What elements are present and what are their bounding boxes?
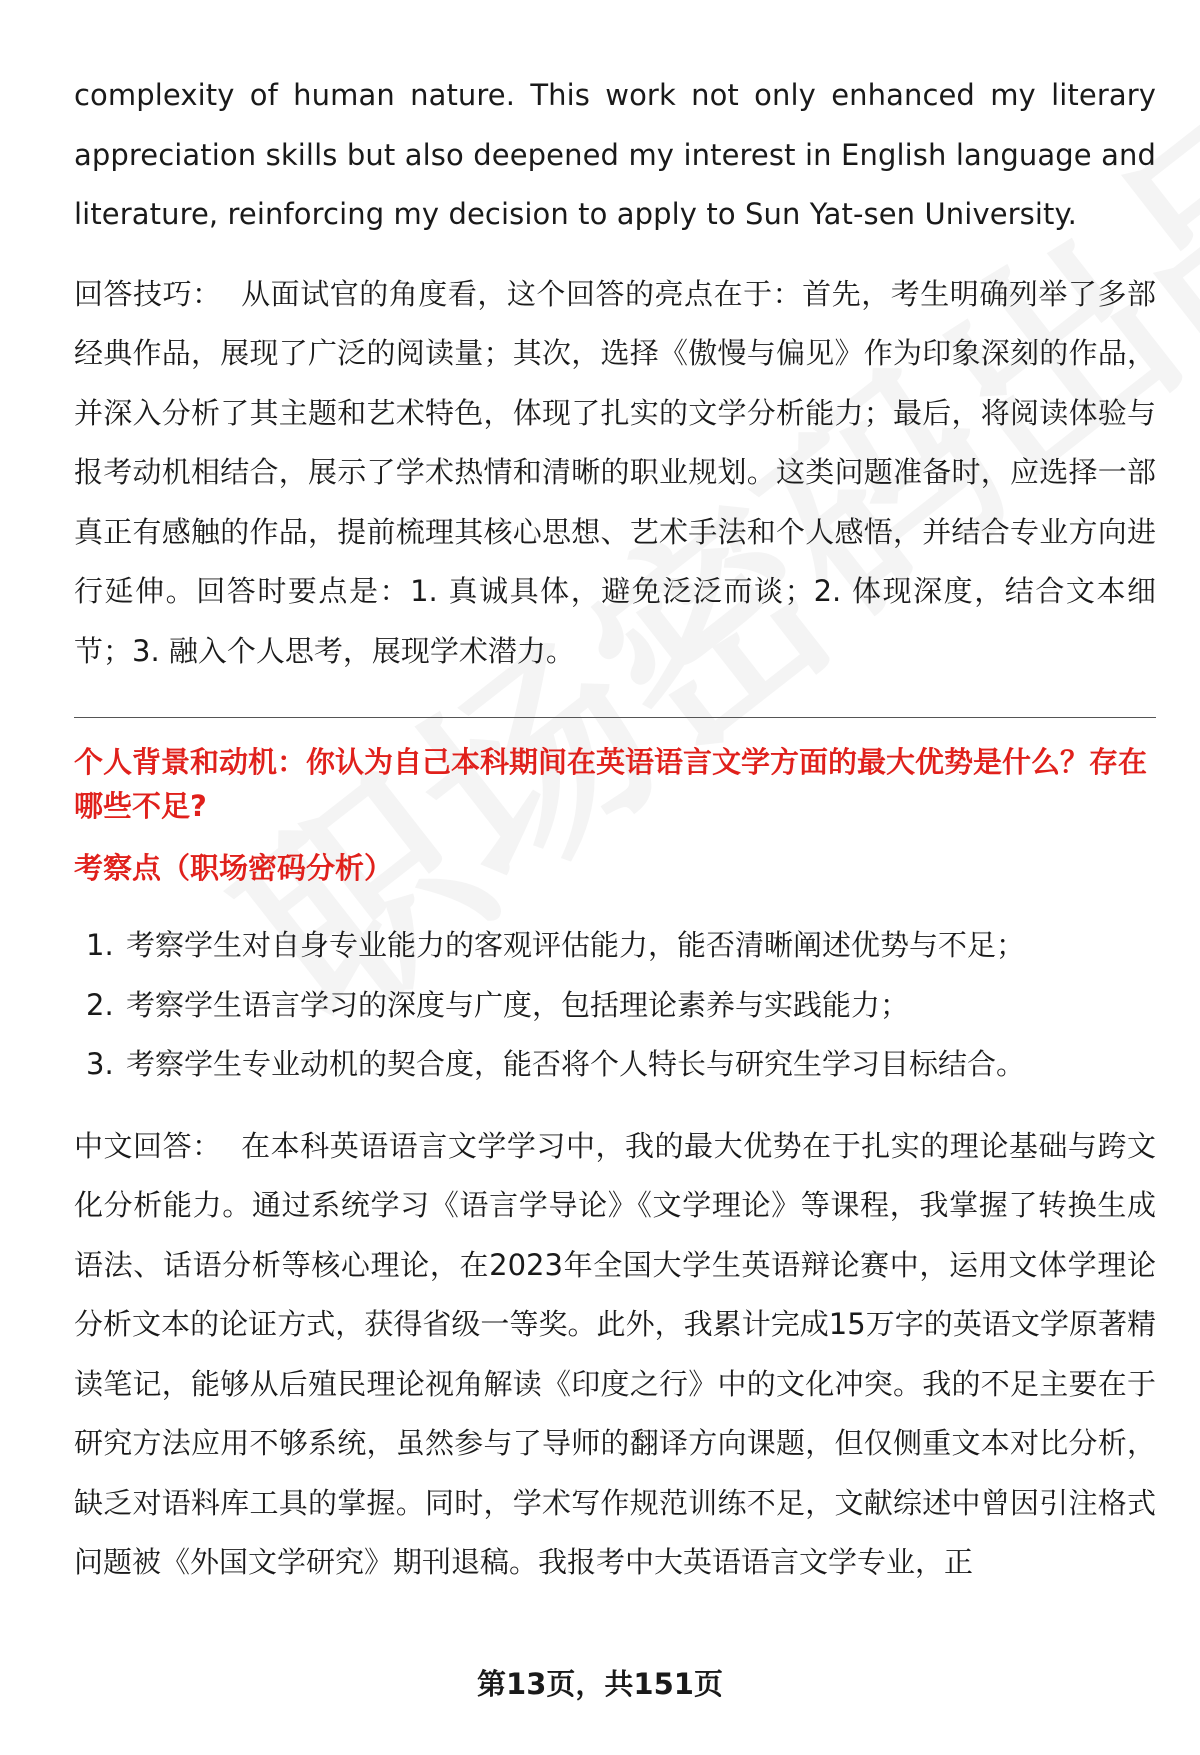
answer-label: 中文回答：	[74, 1128, 222, 1163]
list-text: 考察学生对自身专业能力的客观评估能力，能否清晰阐述优势与不足；	[126, 928, 1026, 962]
assessment-list	[74, 916, 1156, 1095]
document-page	[74, 66, 1156, 1593]
intro-paragraph: complexity of human nature. This work not only enhanced my literary appreciation skills but also deepened my interest in English language and literature, reinforcing my decision to apply to Sun Yat-sen University.	[74, 78, 1156, 231]
list-item	[74, 1035, 1156, 1095]
assessment-heading: 考察点（职场密码分析）	[74, 851, 394, 885]
tips-text: 从面试官的角度看，这个回答的亮点在于：首先，考生明确列举了多部经典作品，展现了广泛的阅读量；其次，选择《傲慢与偏见》作为印象深刻的作品，并深入分析了其主题和艺术特色，体现了扎实的文学分析能力；最后，将阅读体验与报考动机相结合，展示了学术热情和清晰的职业规划。这类问题准备时，应选择一部真正有感触的作品，提前梳理其核心思想、艺术手法和个人感悟，并结合专业方向进行延伸。回答时要点是：1. 真诚具体，避免泛泛而谈；2. 体现深度，结合文本细节；3. 融入个人思考，展现学术潜力。	[74, 276, 1156, 668]
answer-text: 在本科英语语言文学学习中，我的最大优势在于扎实的理论基础与跨文化分析能力。通过系统学习《语言学导论》《文学理论》等课程，我掌握了转换生成语法、话语分析等核心理论，在2023年全国大学生英语辩论赛中，运用文体学理论分析文本的论证方式，获得省级一等奖。此外，我累计完成15万字的英语文学原著精读笔记，能够从后殖民理论视角解读《印度之行》中的文化冲突。我的不足主要在于研究方法应用不够系统，虽然参与了导师的翻译方向课题，但仅侧重文本对比分析，缺乏对语料库工具的掌握。同时，学术写作规范训练不足，文献综述中曾因引注格式问题被《外国文学研究》期刊退稿。我报考中大英语语言文学专业，正	[74, 1128, 1156, 1579]
answer-paragraph	[74, 1117, 1156, 1593]
section-divider	[74, 717, 1156, 718]
question-heading: 个人背景和动机：你认为自己本科期间在英语语言文学方面的最大优势是什么？存在哪些不足?	[74, 745, 1148, 823]
tips-paragraph	[74, 265, 1156, 682]
list-number: 1.	[86, 928, 114, 962]
list-item	[74, 976, 1156, 1036]
list-number: 2.	[86, 987, 114, 1022]
list-text: 考察学生语言学习的深度与广度，包括理论素养与实践能力；	[126, 987, 910, 1022]
list-number: 3.	[86, 1047, 114, 1081]
page-number-footer: 第13页，共151页	[477, 1667, 723, 1701]
list-text: 考察学生专业动机的契合度，能否将个人特长与研究生学习目标结合。	[126, 1047, 1026, 1081]
list-item	[74, 916, 1156, 976]
tips-label: 回答技巧：	[74, 276, 222, 311]
